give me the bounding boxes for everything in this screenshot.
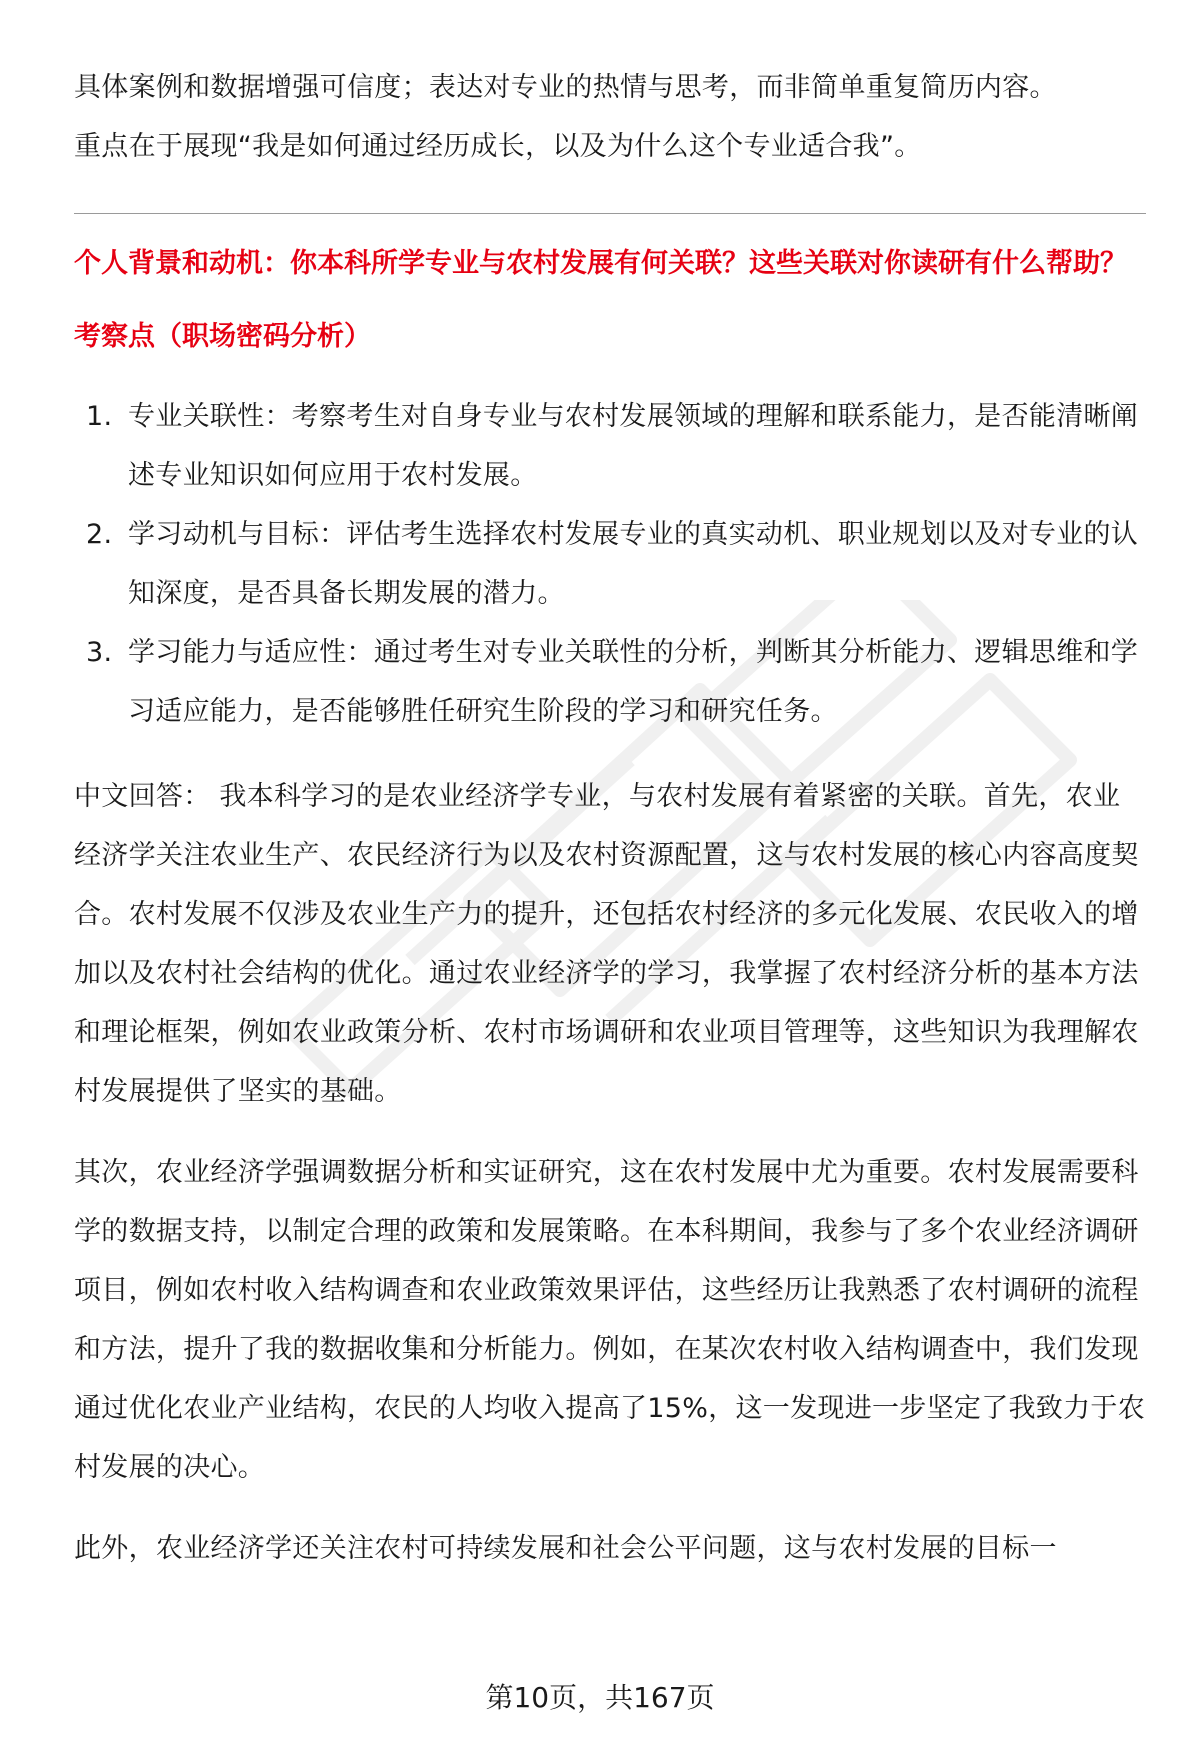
section-divider [74, 213, 1146, 214]
assessment-points-list [74, 387, 1146, 741]
answer-paragraph-2: 其次，农业经济学强调数据分析和实证研究，这在农村发展中尤为重要。农村发展需要科学的数据支持，以制定合理的政策和发展策略。在本科期间，我参与了多个农业经济调研项目，例如农村收入结构调查和农业政策效果评估，这些经历让我熟悉了农村调研的流程和方法，提升了我的数据收集和分析能力。例如，在某次农村收入结构调查中，我们发现通过优化农业产业结构，农民的人均收入提高了15%，这一发现进一步坚定了我致力于农村发展的决心。 [74, 1157, 1146, 1483]
list-item-number: 3. [86, 637, 113, 668]
list-item-number: 2. [86, 519, 113, 550]
intro-line-1: 具体案例和数据增强可信度；表达对专业的热情与思考，而非简单重复简历内容。 [74, 72, 1057, 103]
list-item-number: 1. [86, 401, 113, 432]
list-item-text: 专业关联性：考察考生对自身专业与农村发展领域的理解和联系能力，是否能清晰阐述专业知识如何应用于农村发展。 [128, 401, 1139, 491]
list-item-text: 学习动机与目标：评估考生选择农村发展专业的真实动机、职业规划以及对专业的认知深度，是否具备长期发展的潜力。 [128, 519, 1139, 609]
assessment-label: 考察点（职场密码分析） [74, 321, 371, 352]
intro-line-2: 重点在于展现“我是如何通过经历成长，以及为什么这个专业适合我”。 [74, 131, 922, 162]
answer-paragraph-1: 中文回答： 我本科学习的是农业经济学专业，与农村发展有着紧密的关联。首先，农业经济学关注农业生产、农民经济行为以及农村资源配置，这与农村发展的核心内容高度契合。农村发展不仅涉及农业生产力的提升，还包括农村经济的多元化发展、农民收入的增加以及农村社会结构的优化。通过农业经济学的学习，我掌握了农村经济分析的基本方法和理论框架，例如农业政策分析、农村市场调研和农业项目管理等，这些知识为我理解农村发展提供了坚实的基础。 [74, 781, 1139, 1107]
question-heading: 个人背景和动机：你本科所学专业与农村发展有何关联？这些关联对你读研有什么帮助？ [74, 248, 1127, 279]
list-item [74, 623, 1146, 741]
list-item-text: 学习能力与适应性：通过考生对专业关联性的分析，判断其分析能力、逻辑思维和学习适应能力，是否能够胜任研究生阶段的学习和研究任务。 [128, 637, 1139, 727]
answer-paragraph-3: 此外，农业经济学还关注农村可持续发展和社会公平问题，这与农村发展的目标一 [74, 1533, 1057, 1564]
document-page [74, 58, 1146, 1578]
list-item [74, 387, 1146, 505]
page-footer: 第10页，共167页 [485, 1681, 715, 1714]
list-item [74, 505, 1146, 623]
